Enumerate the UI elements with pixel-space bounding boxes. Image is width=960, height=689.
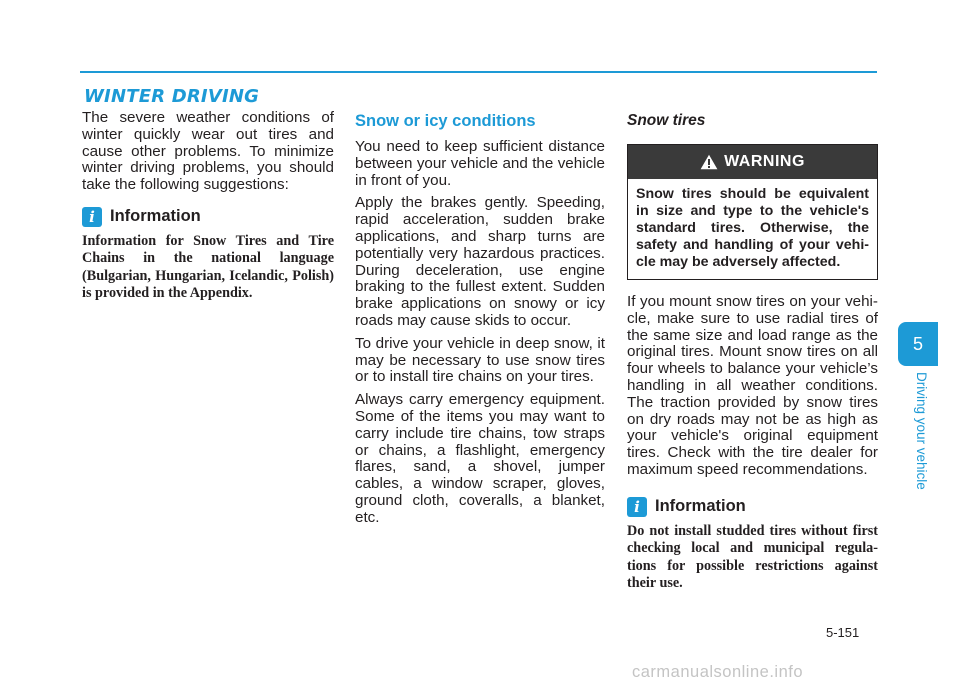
section-title: WINTER DRIVING <box>84 86 260 107</box>
chapter-tab: 5 <box>898 322 938 366</box>
snow-tires-title: Snow tires <box>627 112 706 129</box>
paragraph: Always carry emergency equipment. Some of the items you may want to carry include tire chains, tow straps or chains, a flashlight, emergency flares, sand, a shovel, jumper cables, a window scraper, gloves, ground cloth, coveralls, a blanket, etc. <box>355 391 605 526</box>
info-text: Information for Snow Tires and Tire Chains in the national language (Bulgarian, Hungarian, Icelandic, Polish) is provided in the Appendix. <box>82 232 334 302</box>
info-icon: i <box>82 207 102 227</box>
info-text: Do not install studded tires without first checking local and municipal regula-tions for possible restrictions against their use. <box>627 522 878 591</box>
snow-icy-title: Snow or icy conditions <box>355 112 536 130</box>
paragraph: You need to keep sufficient distance between your vehicle and the vehicle in front of you. <box>355 138 605 189</box>
info-heading <box>627 497 878 517</box>
info-icon: i <box>627 497 647 517</box>
warning-header <box>628 145 877 179</box>
top-rule <box>80 71 877 73</box>
intro-paragraph: The severe weather conditions of winter quickly wear out tires and cause other problems. To minimize winter driving problems, you should take the following suggestions: <box>82 109 334 194</box>
paragraph: Apply the brakes gently. Speeding, rapid acceleration, sudden brake applications, and sharp turns are potentially very hazardous practices. During deceleration, use engine braking to the fullest extent. Sudden brake applications on snowy or icy roads may cause skids to occur. <box>355 194 605 329</box>
column-right <box>627 110 878 592</box>
warning-triangle-icon <box>700 154 718 170</box>
warning-box <box>627 144 878 280</box>
chapter-name: Driving your vehicle <box>914 372 929 490</box>
info-label: Information <box>110 207 201 226</box>
watermark: carmanualsonline.info <box>632 663 804 681</box>
column-middle <box>355 110 605 533</box>
info-label: Information <box>655 497 746 516</box>
warning-text: Snow tires should be equivalent in size and type to the vehicle's standard tires. Otherwise, the safety and handling of your vehi-cle may be adversely affected. <box>636 186 869 270</box>
warning-label: WARNING <box>724 153 805 170</box>
info-heading <box>82 207 334 227</box>
page-number: 5-151 <box>826 625 860 640</box>
column-left <box>82 110 334 303</box>
snow-tires-body: If you mount snow tires on your vehi-cle, make sure to use radial tires of the same size and load range as the original tires. Mount snow tires on all four wheels to balance your vehicle’s handling in all weather conditions. The traction provided by snow tires on dry roads may not be as high as your vehicle's original equipment tires. Check with the tire dealer for maximum speed recommendations. <box>627 293 878 478</box>
paragraph: To drive your vehicle in deep snow, it may be necessary to use snow tires or to install tire chains on your tires. <box>355 334 605 386</box>
